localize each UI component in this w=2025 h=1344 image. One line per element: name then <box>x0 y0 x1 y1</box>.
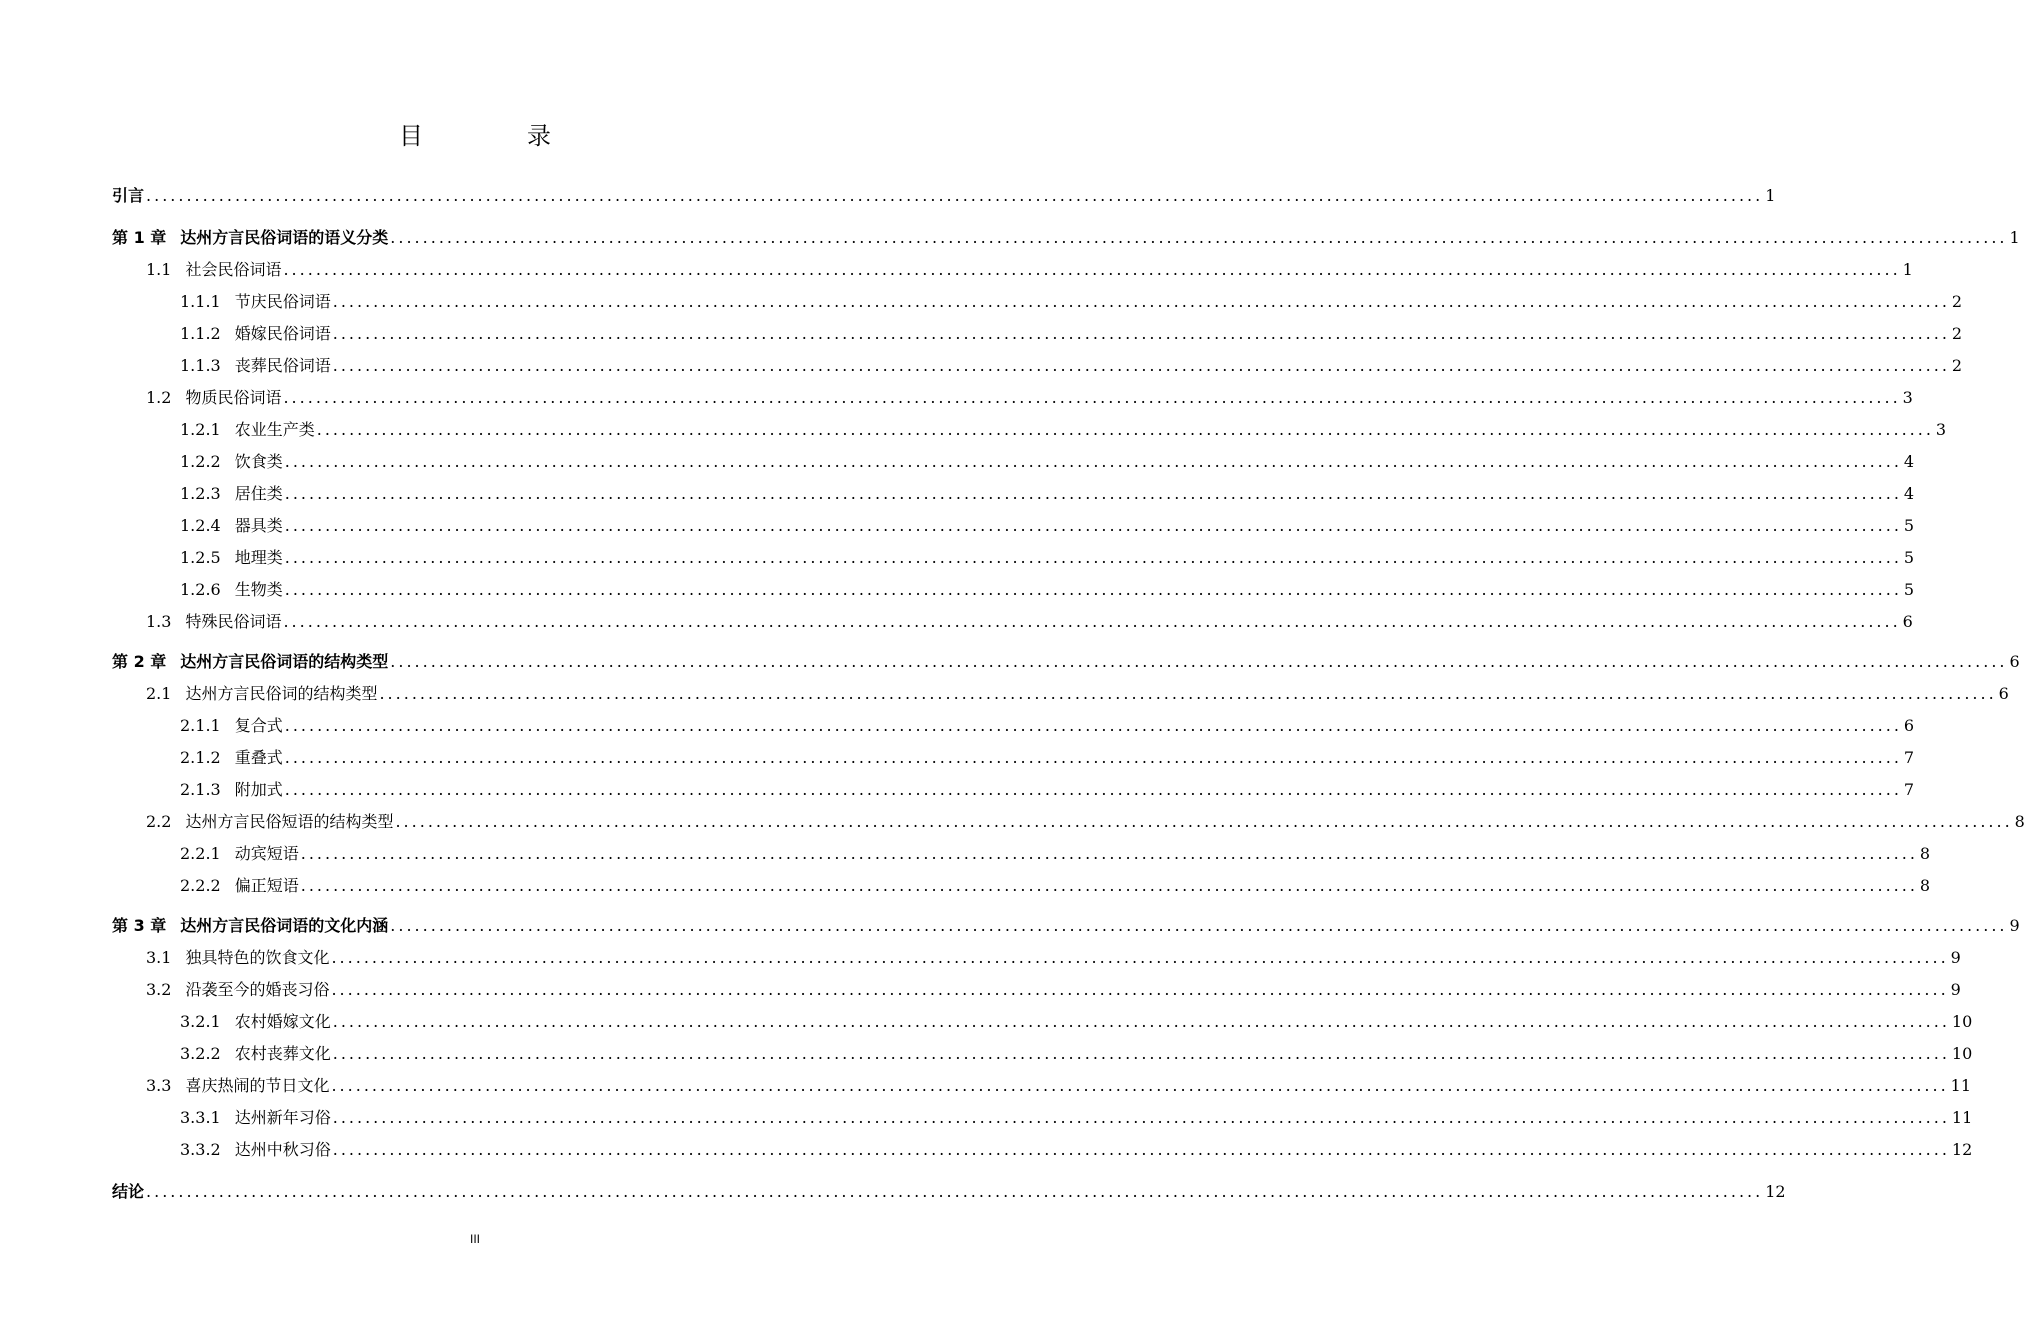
toc-entry-title <box>146 978 329 1002</box>
toc-entry-number: 3.2.1 <box>180 1012 221 1031</box>
toc-entry-page: 7 <box>1903 748 1915 767</box>
toc-entry-text: 偏正短语 <box>234 876 299 895</box>
toc-entry[interactable] <box>0 184 1776 208</box>
toc-entry-number: 1.2 <box>146 388 172 407</box>
toc-entry-number: 1.2.5 <box>180 548 221 567</box>
toc-entry-page: 6 <box>1903 716 1915 735</box>
toc-entry-number: 1.2.1 <box>180 420 221 439</box>
toc-dot-leader: ........................................................................................................................................................................................................ <box>390 228 2008 247</box>
toc-entry-title <box>180 1106 331 1130</box>
toc-entry-title <box>180 1042 331 1066</box>
toc-entry-title <box>112 650 388 674</box>
toc-entry-title <box>146 610 281 634</box>
toc-entry-title <box>180 1010 331 1034</box>
toc-dot-leader: ........................................................................................................................................................................................................ <box>331 948 1949 967</box>
toc-entry[interactable] <box>0 1042 1973 1066</box>
toc-entry-title <box>146 1074 329 1098</box>
toc-entry-text: 达州新年习俗 <box>234 1108 331 1127</box>
toc-entry-number: 2.2 <box>146 812 172 831</box>
toc-dot-leader: ........................................................................................................................................................................................................ <box>332 1044 1950 1063</box>
toc-entry[interactable] <box>0 354 1963 378</box>
toc-entry-text: 饮食类 <box>234 452 283 471</box>
toc-entry-text: 达州方言民俗词语的语义分类 <box>180 228 389 247</box>
toc-dot-leader: ........................................................................................................................................................................................................ <box>379 684 1997 703</box>
toc-entry-number: 1.1.3 <box>180 356 221 375</box>
toc-entry[interactable] <box>0 514 1915 538</box>
toc-entry-number: 1.3 <box>146 612 172 631</box>
toc-entry-page: 7 <box>1903 780 1915 799</box>
toc-entry[interactable] <box>0 290 1963 314</box>
toc-entry-title <box>112 184 144 208</box>
toc-entry-title <box>112 914 388 938</box>
toc-dot-leader: ........................................................................................................................................................................................................ <box>284 452 1902 471</box>
toc-entry-title <box>180 874 299 898</box>
toc-entry-page: 1 <box>1902 260 1913 279</box>
toc-entry-number: 2.1.3 <box>180 780 221 799</box>
toc-entry[interactable] <box>0 386 1913 410</box>
toc-entry-number: 第 3 章 <box>112 916 167 935</box>
toc-entry[interactable] <box>0 482 1915 506</box>
toc-entry-number: 1.1.2 <box>180 324 221 343</box>
toc-entry-text: 婚嫁民俗词语 <box>234 324 331 343</box>
toc-entry[interactable] <box>0 810 2025 834</box>
toc-entry-text: 达州中秋习俗 <box>234 1140 331 1159</box>
toc-entry-title <box>146 682 377 706</box>
toc-entry-text: 独具特色的饮食文化 <box>185 948 330 967</box>
toc-entry[interactable] <box>0 874 1931 898</box>
toc-entry-text: 物质民俗词语 <box>185 388 282 407</box>
toc-entry-page: 6 <box>1998 684 2009 703</box>
toc-entry-page: 11 <box>1951 1108 1973 1127</box>
toc-entry[interactable] <box>0 682 2009 706</box>
toc-entry[interactable] <box>0 418 1947 442</box>
toc-entry-text: 动宾短语 <box>234 844 299 863</box>
toc-entry-title <box>180 1138 331 1162</box>
toc-entry-text: 节庆民俗词语 <box>234 292 331 311</box>
toc-entry-page: 3 <box>1902 388 1913 407</box>
toc-entry-text: 引言 <box>112 186 145 205</box>
toc-entry[interactable] <box>0 450 1915 474</box>
toc-entry-number: 1.2.4 <box>180 516 221 535</box>
toc-dot-leader: ........................................................................................................................................................................................................ <box>332 1140 1950 1159</box>
toc-entry-text: 农村丧葬文化 <box>234 1044 331 1063</box>
toc-entry[interactable] <box>0 714 1915 738</box>
toc-entry-text: 沿袭至今的婚丧习俗 <box>185 980 330 999</box>
toc-entry[interactable] <box>0 546 1915 570</box>
toc-entry-page: 1 <box>2009 228 2020 247</box>
toc-entry-text: 地理类 <box>234 548 283 567</box>
toc-entry-number: 2.1.2 <box>180 748 221 767</box>
toc-entry-page: 4 <box>1903 484 1915 503</box>
toc-entry-number: 1.1 <box>146 260 172 279</box>
toc-entry[interactable] <box>0 650 2020 674</box>
toc-dot-leader: ........................................................................................................................................................................................................ <box>331 1076 1949 1095</box>
toc-entry-title <box>180 714 283 738</box>
toc-entry-number: 3.3.1 <box>180 1108 221 1127</box>
toc-entry[interactable] <box>0 258 1913 282</box>
toc-dot-leader: ........................................................................................................................................................................................................ <box>390 916 2008 935</box>
toc-entry-title <box>180 546 283 570</box>
toc-dot-leader: ........................................................................................................................................................................................................ <box>300 876 1918 895</box>
toc-entry-page: 6 <box>2009 652 2020 671</box>
toc-entry[interactable] <box>0 946 1961 970</box>
toc-entry-page: 3 <box>1935 420 1947 439</box>
toc-entry-title <box>180 418 315 442</box>
page-number-footer: III <box>469 1232 480 1246</box>
toc-entry-number: 1.2.2 <box>180 452 221 471</box>
toc-entry-title <box>180 322 331 346</box>
toc-entry-text: 达州方言民俗词的结构类型 <box>185 684 378 703</box>
toc-dot-leader: ........................................................................................................................................................................................................ <box>284 548 1902 567</box>
toc-dot-leader: ........................................................................................................................................................................................................ <box>283 388 1901 407</box>
toc-entry-text: 社会民俗词语 <box>185 260 282 279</box>
toc-entry-text: 农村婚嫁文化 <box>234 1012 331 1031</box>
page-title: 目 录 <box>399 122 591 150</box>
toc-entry-number: 1.2.3 <box>180 484 221 503</box>
toc-entry-number: 3.3 <box>146 1076 172 1095</box>
toc-entry-page: 2 <box>1951 324 1963 343</box>
toc-dot-leader: ........................................................................................................................................................................................................ <box>300 844 1918 863</box>
toc-dot-leader: ........................................................................................................................................................................................................ <box>332 1012 1950 1031</box>
toc-entry-title <box>180 482 283 506</box>
toc-entry-number: 3.3.2 <box>180 1140 221 1159</box>
toc-entry-page: 12 <box>1951 1140 1973 1159</box>
toc-entry[interactable] <box>0 1010 1973 1034</box>
toc-entry-title <box>112 1180 144 1204</box>
toc-entry-text: 居住类 <box>234 484 283 503</box>
toc-dot-leader: ........................................................................................................................................................................................................ <box>284 716 1902 735</box>
toc-entry[interactable] <box>0 978 1961 1002</box>
toc-entry[interactable] <box>0 1106 1973 1130</box>
toc-entry-page: 5 <box>1903 548 1915 567</box>
toc-entry-number: 2.1 <box>146 684 172 703</box>
toc-entry-page: 10 <box>1951 1044 1973 1063</box>
toc-entry-title <box>180 578 283 602</box>
toc-entry-number: 1.1.1 <box>180 292 221 311</box>
toc-entry-title <box>180 778 283 802</box>
toc-entry-page: 1 <box>1765 186 1776 205</box>
toc-dot-leader: ........................................................................................................................................................................................................ <box>284 780 1902 799</box>
toc-entry-page: 4 <box>1903 452 1915 471</box>
toc-entry-text: 喜庆热闹的节日文化 <box>185 1076 330 1095</box>
toc-entry-number: 3.1 <box>146 948 172 967</box>
toc-entry-title <box>180 354 331 378</box>
toc-entry[interactable] <box>0 322 1963 346</box>
toc-entry-page: 9 <box>2009 916 2020 935</box>
toc-entry-title <box>112 226 388 250</box>
toc-entry-title <box>146 386 281 410</box>
toc-entry[interactable] <box>0 778 1915 802</box>
toc-entry-title <box>180 450 283 474</box>
toc-dot-leader: ........................................................................................................................................................................................................ <box>390 652 2008 671</box>
toc-entry-page: 2 <box>1951 356 1963 375</box>
toc-entry-text: 达州方言民俗短语的结构类型 <box>185 812 394 831</box>
toc-entry-number: 2.2.2 <box>180 876 221 895</box>
toc-entry-text: 附加式 <box>234 780 283 799</box>
toc-entry-text: 特殊民俗词语 <box>185 612 282 631</box>
toc-dot-leader: ........................................................................................................................................................................................................ <box>146 186 1764 205</box>
toc-entry-text: 器具类 <box>234 516 283 535</box>
toc-entry-page: 6 <box>1902 612 1913 631</box>
toc-entry-title <box>180 290 331 314</box>
toc-entry-number: 第 2 章 <box>112 652 167 671</box>
toc-entry-page: 9 <box>1950 948 1961 967</box>
toc-entry[interactable] <box>0 578 1915 602</box>
toc-entry-text: 复合式 <box>234 716 283 735</box>
toc-entry[interactable] <box>0 1074 1972 1098</box>
toc-entry[interactable] <box>0 226 2020 250</box>
toc-entry-page: 8 <box>2014 812 2025 831</box>
toc-entry-page: 11 <box>1950 1076 1972 1095</box>
toc-entry-text: 结论 <box>112 1182 145 1201</box>
toc-dot-leader: ........................................................................................................................................................................................................ <box>395 812 2013 831</box>
toc-entry-number: 2.2.1 <box>180 844 221 863</box>
toc-entry-page: 2 <box>1951 292 1963 311</box>
toc-entry[interactable] <box>0 746 1915 770</box>
toc-entry-page: 12 <box>1765 1182 1786 1201</box>
toc-entry-title <box>146 946 329 970</box>
toc-entry[interactable] <box>0 842 1931 866</box>
toc-dot-leader: ........................................................................................................................................................................................................ <box>332 292 1950 311</box>
toc-entry-page: 9 <box>1950 980 1961 999</box>
toc-entry-text: 达州方言民俗词语的文化内涵 <box>180 916 389 935</box>
toc-entry-number: 第 1 章 <box>112 228 167 247</box>
toc-entry-text: 达州方言民俗词语的结构类型 <box>180 652 389 671</box>
toc-entry-page: 8 <box>1919 876 1931 895</box>
toc-dot-leader: ........................................................................................................................................................................................................ <box>146 1182 1764 1201</box>
toc-entry-page: 10 <box>1951 1012 1973 1031</box>
toc-dot-leader: ........................................................................................................................................................................................................ <box>316 420 1934 439</box>
toc-entry-number: 3.2.2 <box>180 1044 221 1063</box>
toc-entry-number: 1.2.6 <box>180 580 221 599</box>
toc-entry-title <box>180 746 283 770</box>
toc-dot-leader: ........................................................................................................................................................................................................ <box>331 980 1949 999</box>
toc-dot-leader: ........................................................................................................................................................................................................ <box>284 748 1902 767</box>
toc-entry-title <box>146 810 393 834</box>
toc-dot-leader: ........................................................................................................................................................................................................ <box>283 612 1901 631</box>
toc-entry-text: 丧葬民俗词语 <box>234 356 331 375</box>
toc-entry-page: 5 <box>1903 580 1915 599</box>
toc-entry-page: 8 <box>1919 844 1931 863</box>
toc-entry-page: 5 <box>1903 516 1915 535</box>
toc-dot-leader: ........................................................................................................................................................................................................ <box>284 484 1902 503</box>
toc-entry[interactable] <box>0 1138 1973 1162</box>
toc-entry[interactable] <box>0 610 1913 634</box>
toc-entry-number: 2.1.1 <box>180 716 221 735</box>
toc-entry[interactable] <box>0 1180 1786 1204</box>
toc-dot-leader: ........................................................................................................................................................................................................ <box>332 324 1950 343</box>
toc-entry-number: 3.2 <box>146 980 172 999</box>
toc-entry-text: 重叠式 <box>234 748 283 767</box>
toc-dot-leader: ........................................................................................................................................................................................................ <box>283 260 1901 279</box>
toc-dot-leader: ........................................................................................................................................................................................................ <box>332 356 1950 375</box>
toc-entry-title <box>180 514 283 538</box>
toc-dot-leader: ........................................................................................................................................................................................................ <box>284 580 1902 599</box>
toc-entry[interactable] <box>0 914 2020 938</box>
toc-entry-title <box>146 258 281 282</box>
toc-entry-text: 农业生产类 <box>234 420 315 439</box>
toc-entry-text: 生物类 <box>234 580 283 599</box>
toc-dot-leader: ........................................................................................................................................................................................................ <box>284 516 1902 535</box>
toc-entry-title <box>180 842 299 866</box>
toc-dot-leader: ........................................................................................................................................................................................................ <box>332 1108 1950 1127</box>
